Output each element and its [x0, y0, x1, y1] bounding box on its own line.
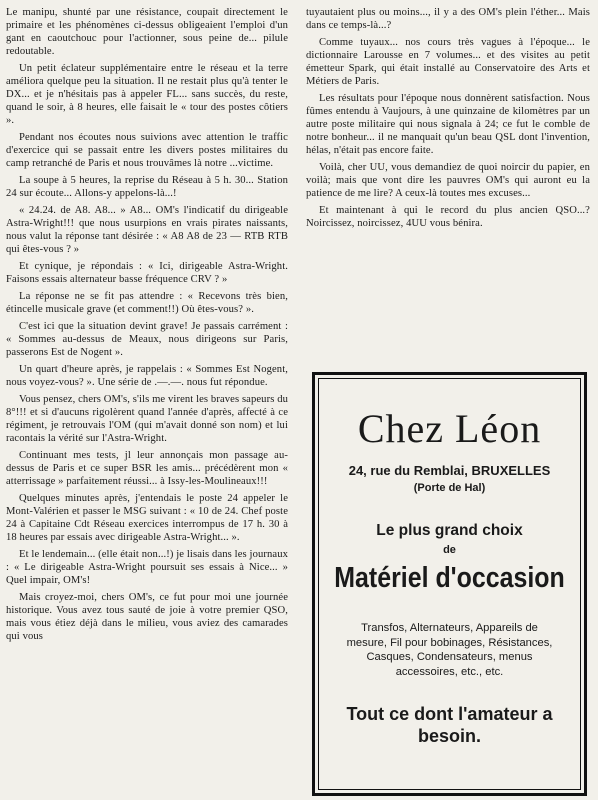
- paragraph: Et cynique, je répondais : « Ici, dirigeable Astra-Wright. Faisons essais alternateur basse fréquence CRV ? »: [6, 261, 288, 285]
- paragraph: La soupe à 5 heures, la reprise du Réseau à 5 h. 30... Station 24 sur écoute... Allons-y appelons-là...!: [6, 175, 288, 199]
- ad-slogan: Tout ce dont l'amateur a besoin.: [346, 704, 553, 746]
- paragraph: Et maintenant à qui le record du plus ancien QSO...? Noircissez, noircissez, 4UU vous bénira.: [306, 205, 590, 229]
- paragraph: Mais croyez-moi, chers OM's, ce fut pour moi une journée historique. Vous avez tous sauté de joie à votre premier QSO, mais vous étiez déjà dans le milieu, vous aviez des camarades qui vous: [6, 592, 288, 642]
- paragraph: Un quart d'heure après, je rappelais : « Sommes Est Nogent, nous voyez-vous? ». Une série de .—.—. nous fut répondue.: [6, 364, 288, 388]
- paragraph: Comme tuyaux... nos cours très vagues à l'époque... le dictionnaire Larousse en 7 volumes... et des visites au petit émetteur Spark, qui était installé au Conservatoire des Arts et Métiers de Paris.: [306, 37, 590, 87]
- ad-headline-main: Matériel d'occasion: [334, 562, 565, 594]
- paragraph: Vous pensez, chers OM's, s'ils me virent les braves sapeurs du 8°!!! et si d'aucuns rigolèrent quand l'année d'après, affecté à ce régiment, je retrouvais l'OM (qui m'avait donné son nom) et lui racontais la vérité sur l'Astra-Wright.: [6, 394, 288, 444]
- ad-address: 24, rue du Remblai, BRUXELLES: [348, 463, 551, 478]
- paragraph: Continuant mes tests, jl leur annonçais mon passage au-dessus de Paris et ce super BSR les amis... précédèrent mon « atterrissage » parfaitement réussi... à Issy-les-Moulineaux!!!: [6, 450, 288, 487]
- left-column: [6, 6, 288, 647]
- right-column: [306, 6, 590, 234]
- paragraph: Et le lendemain... (elle était non...!) je lisais dans les journaux : « Le dirigeable Astra-Wright poursuit ses essais à Nice... » Quel impair, OM's!: [6, 549, 288, 586]
- paragraph: Le manipu, shunté par une résistance, coupait directement le primaire et les phénomènes ci-dessus obligeaient l'emploi d'un gant en caoutchouc pour l'actionner, sous peine de... pilule redoutable.: [6, 7, 288, 57]
- paragraph: Pendant nos écoutes nous suivions avec attention le traffic d'exercice qui se passait entre les divers postes militaires du camp retranché de Paris et nous trouvâmes là notre ...victime.: [6, 132, 288, 169]
- ad-title: Chez Léon: [357, 406, 542, 451]
- paragraph: « 24.24. de A8. A8... » A8... OM's l'indicatif du dirigeable Astra-Wright!!! que nous usurpions en vrais pirates naissants, nous valut la réponse tant désirée : « A8 A8 de 23 — RTB RTB qui êtes-vous ? »: [6, 205, 288, 255]
- paragraph: C'est ici que la situation devint grave! Je passais carrément : « Sommes au-dessus de Meaux, nous dirigeons sur Paris, passerons Est de Nogent ».: [6, 321, 288, 358]
- ad-headline-connector: de: [443, 544, 456, 556]
- paragraph: La réponse ne se fit pas attendre : « Recevons très bien, étincelle musicale grave (et comment!!) Où êtes-vous? ».: [6, 291, 288, 315]
- ad-headline: Le plus grand choix: [376, 522, 523, 539]
- ad-product-list: Transfos, Alternateurs, Appareils de mesure, Fil pour bobinages, Résistances, Casques, Condensateurs, menus accessoires, etc., etc.: [346, 622, 553, 678]
- paragraph: tuyautaient plus ou moins..., il y a des OM's plein l'éther... Mais dans ce temps-là...?: [306, 7, 590, 31]
- advertisement-box: [312, 372, 587, 796]
- paragraph: Quelques minutes après, j'entendais le poste 24 appeler le Mont-Valérien et passer le MSG suivant : « 10 de 24. Chef poste 24 à Capitaine Cdt Réseau exercices interrompus de 17 h. 30 à 18 heures par essais avec dirigeable Astra-Wright... ».: [6, 493, 288, 543]
- paragraph: Un petit éclateur supplémentaire entre le réseau et la terre améliora quelque peu la situation. Il ne restait plus qu'à tenter le DX... et je n'hésitais pas à appeler FL... sans succès, du reste, quand le soir, à 8 heures, elle faisait le « tour des postes côtiers ».: [6, 63, 288, 126]
- paragraph: Les résultats pour l'époque nous donnèrent satisfaction. Nous fûmes entendu à Vaujours, à une quinzaine de kilomètres par un autre poste militaire qui nous signala à 24; ce fut le comble de notre bonheur... il ne manquait qu'un beau QSL dont l'invention, hélas, n'était pas encore faite.: [306, 93, 590, 156]
- ad-sub-address: (Porte de Hal): [413, 482, 486, 494]
- paragraph: Voilà, cher UU, vous demandiez de quoi noircir du papier, en voilà; mais que vont dire les pauvres OM's qui auront eu la patience de me lire? A ceux-là toutes mes excuses...: [306, 162, 590, 199]
